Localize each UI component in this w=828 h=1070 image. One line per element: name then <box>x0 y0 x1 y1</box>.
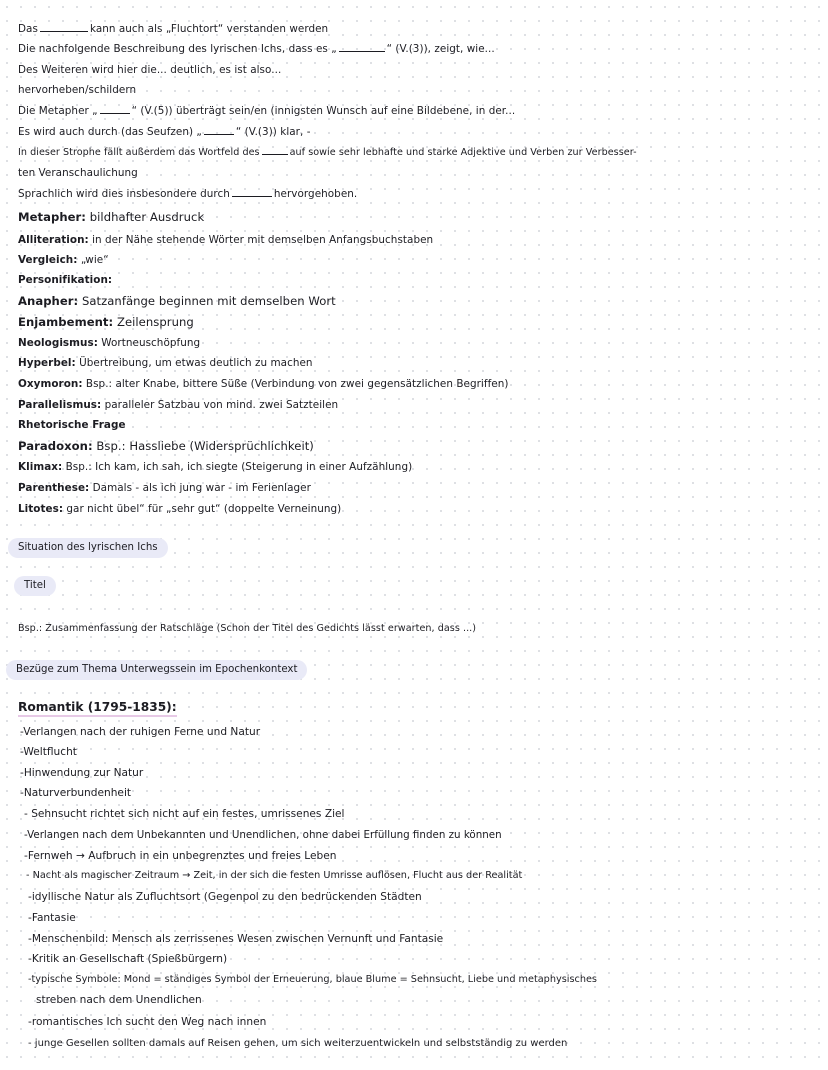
device-paradoxon: Paradoxon: Bsp.: Hassliebe (Widersprüchlichkeit) <box>18 439 314 453</box>
fill-in-blank <box>100 105 130 114</box>
fill-in-blank <box>40 23 88 32</box>
romantik-bullet: -Verlangen nach der ruhigen Ferne und Natur <box>20 726 261 738</box>
titel-example: Bsp.: Zusammenfassung der Ratschläge (Schon der Titel des Gedichts lässt erwarten, dass ...) <box>18 623 477 634</box>
romantik-bullet: - Sehnsucht richtet sich nicht auf ein festes, umrissenes Ziel <box>24 808 345 820</box>
romantik-bullet: - junge Gesellen sollten damals auf Reisen gehen, um sich weiterzuentwickeln und selbstständig zu werden <box>28 1038 568 1049</box>
intro-line-5: Die Metapher „ “ (V.(5)) überträgt sein/en (innigsten Wunsch auf eine Bildebene, in der... <box>18 105 516 117</box>
intro-line-2: Die nachfolgende Beschreibung des lyrischen Ichs, dass es „ “ (V.(3)), zeigt, wie... <box>18 43 495 55</box>
device-klimax: Klimax: Bsp.: Ich kam, ich sah, ich siegte (Steigerung in einer Aufzählung) <box>18 461 413 473</box>
device-hyperbel: Hyperbel: Übertreibung, um etwas deutlich zu machen <box>18 357 313 369</box>
romantik-bullet: -idyllische Natur als Zufluchtsort (Gegenpol zu den bedrückenden Städten <box>28 891 422 903</box>
device-rhetorische-frage: Rhetorische Frage <box>18 419 126 431</box>
intro-line-1: Das kann auch als „Fluchtort“ verstanden werden <box>18 23 329 35</box>
fill-in-blank <box>339 43 385 52</box>
section-titel-heading: Titel <box>14 576 56 596</box>
device-parallelismus: Parallelismus: paralleler Satzbau von mind. zwei Satzteilen <box>18 399 339 411</box>
romantik-bullet: - Nacht als magischer Zeitraum → Zeit, in der sich die festen Umrisse auflösen, Flucht aus der Realität <box>26 870 523 881</box>
device-anapher: Anapher: Satzanfänge beginnen mit demselben Wort <box>18 294 336 308</box>
device-neologismus: Neologismus: Wortneuschöpfung <box>18 337 201 349</box>
romantik-bullet: -Naturverbundenheit <box>20 787 132 799</box>
romantik-bullet: -Fernweh → Aufbruch in ein unbegrenztes und freies Leben <box>24 850 337 862</box>
fill-in-blank <box>262 146 288 155</box>
fill-in-blank <box>204 126 234 135</box>
device-enjambement: Enjambement: Zeilensprung <box>18 315 194 329</box>
device-personifikation: Personifikation: <box>18 274 113 286</box>
intro-line-9: Sprachlich wird dies insbesondere durch hervorgehoben. <box>18 188 358 200</box>
romantik-bullet: -Fantasie <box>28 912 76 924</box>
intro-line-6: Es wird auch durch (das Seufzen) „ “ (V.(3)) klar, - <box>18 126 311 138</box>
intro-line-3: Des Weiteren wird hier die... deutlich, es ist also... <box>18 64 282 76</box>
romantik-bullet: -Weltflucht <box>20 746 77 758</box>
device-oxymoron: Oxymoron: Bsp.: alter Knabe, bittere Süße (Verbindung von zwei gegensätzlichen Begriffen) <box>18 378 509 390</box>
intro-line-8: ten Veranschaulichung <box>18 167 138 179</box>
romantik-bullet: -Verlangen nach dem Unbekannten und Unendlichen, ohne dabei Erfüllung finden zu können <box>24 829 502 841</box>
romantik-bullet: -romantisches Ich sucht den Weg nach innen <box>28 1016 267 1028</box>
romantik-bullet: -Menschenbild: Mensch als zerrissenes Wesen zwischen Vernunft und Fantasie <box>28 933 444 945</box>
romantik-heading: Romantik (1795-1835): <box>18 700 177 717</box>
device-metapher: Metapher: bildhafter Ausdruck <box>18 210 205 224</box>
device-litotes: Litotes: gar nicht übel“ für „sehr gut“ (doppelte Verneinung) <box>18 503 342 515</box>
device-alliteration: Alliteration: in der Nähe stehende Wörter mit demselben Anfangsbuchstaben <box>18 234 434 246</box>
romantik-bullet: -Kritik an Gesellschaft (Spießbürgern) <box>28 953 228 965</box>
section-situation-heading: Situation des lyrischen Ichs <box>8 538 168 558</box>
romantik-bullet: -Hinwendung zur Natur <box>20 767 144 779</box>
device-vergleich: Vergleich: „wie“ <box>18 254 109 266</box>
fill-in-blank <box>232 188 272 197</box>
romantik-bullet: -typische Symbole: Mond = ständiges Symbol der Erneuerung, blaue Blume = Sehnsucht, Liebe und metaphysisches <box>28 974 597 985</box>
romantik-bullet-continuation: streben nach dem Unendlichen <box>36 994 202 1006</box>
section-bezuege-heading: Bezüge zum Thema Unterwegssein im Epochenkontext <box>6 660 307 680</box>
intro-line-7: In dieser Strophe fällt außerdem das Wortfeld des auf sowie sehr lebhafte und starke Adjektive und Verben zur Verbesser- <box>18 147 637 158</box>
device-parenthese: Parenthese: Damals - als ich jung war - im Ferienlager <box>18 482 311 494</box>
intro-line-4: hervorheben/schildern <box>18 84 137 96</box>
